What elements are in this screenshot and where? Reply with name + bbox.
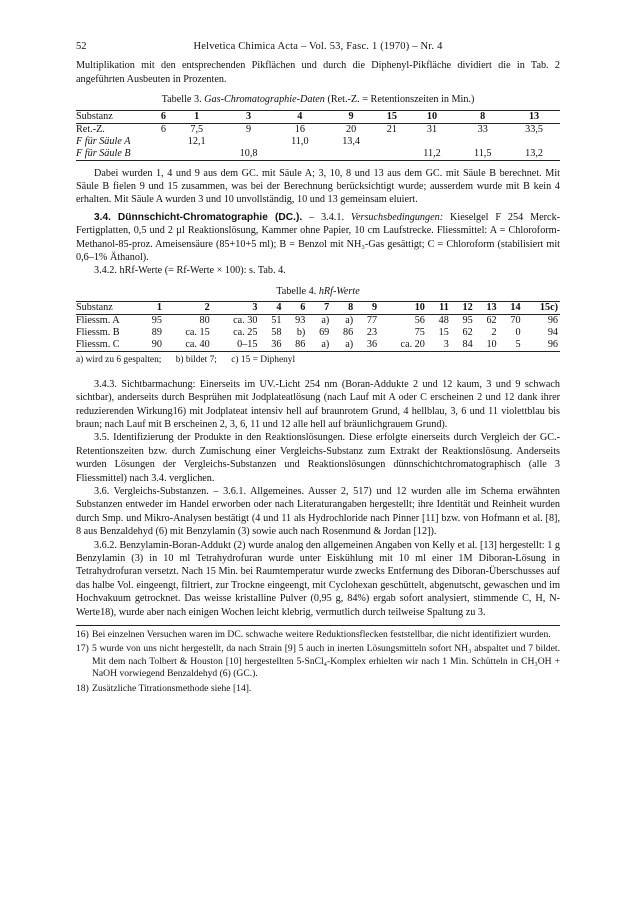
table-row: Ret.-Z. 6 7,5 9 16 20 21 31 33 33,5 xyxy=(76,123,543,135)
section-heading: Dünnschicht-Chromatographie (DC.). xyxy=(117,211,303,223)
table4-notes: a) wird zu 6 gespalten; b) bildet 7; c) 15 = Diphenyl xyxy=(76,355,296,366)
footnote: 17) 5 wurde von uns nicht hergestellt, da nach Strain [9] 5 auch in inerten Lösungsmitteln sofort NH₃ abspaltet und 7 bildet. Mit dem nach Tolbert & Houston [10] hergestellten 5-SnCl₄-Komplex erhielten wir nach 1 Min. Schütteln in CH₃OH + NaOH vorwiegend Benzaldehyd (6) (GC.). xyxy=(76,643,560,680)
running-title: Helvetica Chimica Acta – Vol. 53, Fasc. 1 (1970) – Nr. 4 xyxy=(193,41,443,52)
document-page xyxy=(76,40,560,697)
table3-gc-data xyxy=(76,110,560,161)
running-header xyxy=(76,40,560,53)
paragraph-dabei: Dabei wurden 1, 4 und 9 aus dem GC. mit Säule A; 3, 10, 8 und 13 aus dem GC. mit Säule B berechnet. Mit Säule B fielen 9 und 15 zusammen, was bei der Berechnung berücksichtigt wurde; ausserdem wurde mit B kein 4 erhalten. Mit Säule A wurden 3 und 10 unvollständig, 10 und 13 gemeinsam eluiert. xyxy=(76,167,560,206)
table4-hrf-values xyxy=(76,301,560,352)
subsection-3-4-2: 3.4.2. hRf-Werte (= Rf-Werte × 100): s. Tab. 4. xyxy=(94,265,286,277)
paragraph-3-6: 3.6. Vergleichs-Substanzen. – 3.6.1. Allgemeines. Ausser 2, 517) und 12 wurden alle im Schema erwähnten Substanzen entweder im Handel erworben oder nach Literaturangaben hergestellt; ihre Identität und Reinheit wurden durch Smp. und Mikro-Analysen bestätigt (4 und 11 als Hydrochloride nach Pinner [11] bzw. von Hofmann et al. [8], 8 aus Benzaldehyd (6) mit Benzylamin (3) sowie auch nach Rosenmund & Jordan [12]). xyxy=(76,485,560,538)
paragraph-3-6-2: 3.6.2. Benzylamin-Boran-Addukt (2) wurde analog den allgemeinen Angaben von Kelly et al. [13] hergestellt: 1 g Benzylamin (3) in 10 ml Tetrahydrofuran wurde unter Eiskühlung mit 10 ml einer 1M Diboran-Lösung in Tetrahydrofuran versetzt. Nach 15 Min. bei Raumtemperatur wurde zwecks Entfernung des Diboran-Überschusses auf das halbe Vol. eingeengt, filtriert, zur Trockne eingeengt, mit Cyclohexan geschüttelt, abgenutscht, gewaschen und im Hochvakuum getrocknet. Das weisse kristalline Pulver (0,95 g, 84%) ergab sofort analysiert, stimmende C, H, N-Werte18), wurde aber nach einigen Wochen leicht klebrig, vermutlich durch teilweise Spaltung zu 3. xyxy=(76,539,560,618)
table-row: F für Säule A 12,1 11,0 13,4 xyxy=(76,135,361,147)
table3-caption: Tabelle 3. Gas-Chromatographie-Daten (Ret.-Z. = Retentionszeiten in Min.) xyxy=(161,94,475,106)
paragraph-3-4-3: 3.4.3. Sichtbarmachung: Einerseits im UV.-Licht 254 nm (Boran-Addukte 2 und 12 kaum, 3 und 9 schwach sichtbar), anderseits durch Besprühen mit Jodplateatlösung (nach Lauf mit A oder C erscheinen 2 und 12 dank ihrer reduzierenden Wirkung16) mit Jodplateat intensiv hell auf braunrotem Grund, 4 hellblau, 3, 6 und 11 violettblau bis braun; nach Lauf mit B erscheinen 2, 3, 6, 11 und 12 alle hell auf bräunlichgrauem Grund). xyxy=(76,378,560,430)
footnotes xyxy=(76,625,560,695)
section-3-4: 3.4. Dünnschicht-Chromatographie (DC.). – 3.4.1. Versuchsbedingungen: Kieselgel F 254 Merck-Fertigplatten, 0,5 und 2 µl Reaktionslösung, Kammer ohne Papier, 10 cm Laufstrecke. Fliessmittel: A = Chloroform-Methanol-85-proz. Ameisensäure (85+10+5 ml); B = Benzol mit NH₃-Gas gesättigt; C = Chloroform (stabilisiert mit 0,6–1% Äthanol). xyxy=(76,211,561,264)
table4-caption: Tabelle 4. hRf-Werte xyxy=(276,285,360,297)
footnote: 18) Zusätzliche Titrationsmethode siehe [14]. xyxy=(76,682,252,694)
table-header-row: Substanz 6 1 3 4 9 15 10 8 13 xyxy=(76,110,560,123)
table-row: F für Säule B 10,8 11,2 11,5 13,2 xyxy=(76,147,543,159)
table-row: Fliessm. B 89 ca. 15 ca. 25 58 b) 69 86 23 75 15 62 2 0 94 xyxy=(76,327,558,339)
footnote: 16) Bei einzelnen Versuchen waren im DC. schwache weitere Reduktionsflecken feststellbar, die nicht identifiziert wurden. xyxy=(76,629,551,640)
table-row: Fliessm. A 95 80 ca. 30 51 93 a) a) 77 56 48 95 62 70 96 xyxy=(76,315,558,327)
paragraph-3-5: 3.5. Identifizierung der Produkte in den Reaktionslösungen. Diese erfolgte einerseits durch Vergleich der GC.-Retentionszeiten bzw. durch Zumischung einer Vergleichs-Substanz zum Extrakt der Reaktionslösung. Anderseits wurden Lösungen der Vergleichs-Substanzen und Reaktionslösungen dünnschichtchromatographisch (alle 3 Fliessmittel) nach 3.4. verglichen. xyxy=(76,432,560,484)
intro-paragraph: Multiplikation mit den entsprechenden Pikflächen und durch die Diphenyl-Pikfläche dividiert die in Tab. 2 angeführten Ausbeuten in Prozenten. xyxy=(76,60,560,85)
table-row: Fliessm. C 90 ca. 40 0–15 36 86 a) a) 36 ca. 20 3 84 10 5 96 xyxy=(76,339,558,351)
page-number: 52 xyxy=(76,41,87,52)
table-header-row: Substanz 1 2 3 4 6 7 8 9 10 11 12 13 14 15c) xyxy=(76,302,558,314)
